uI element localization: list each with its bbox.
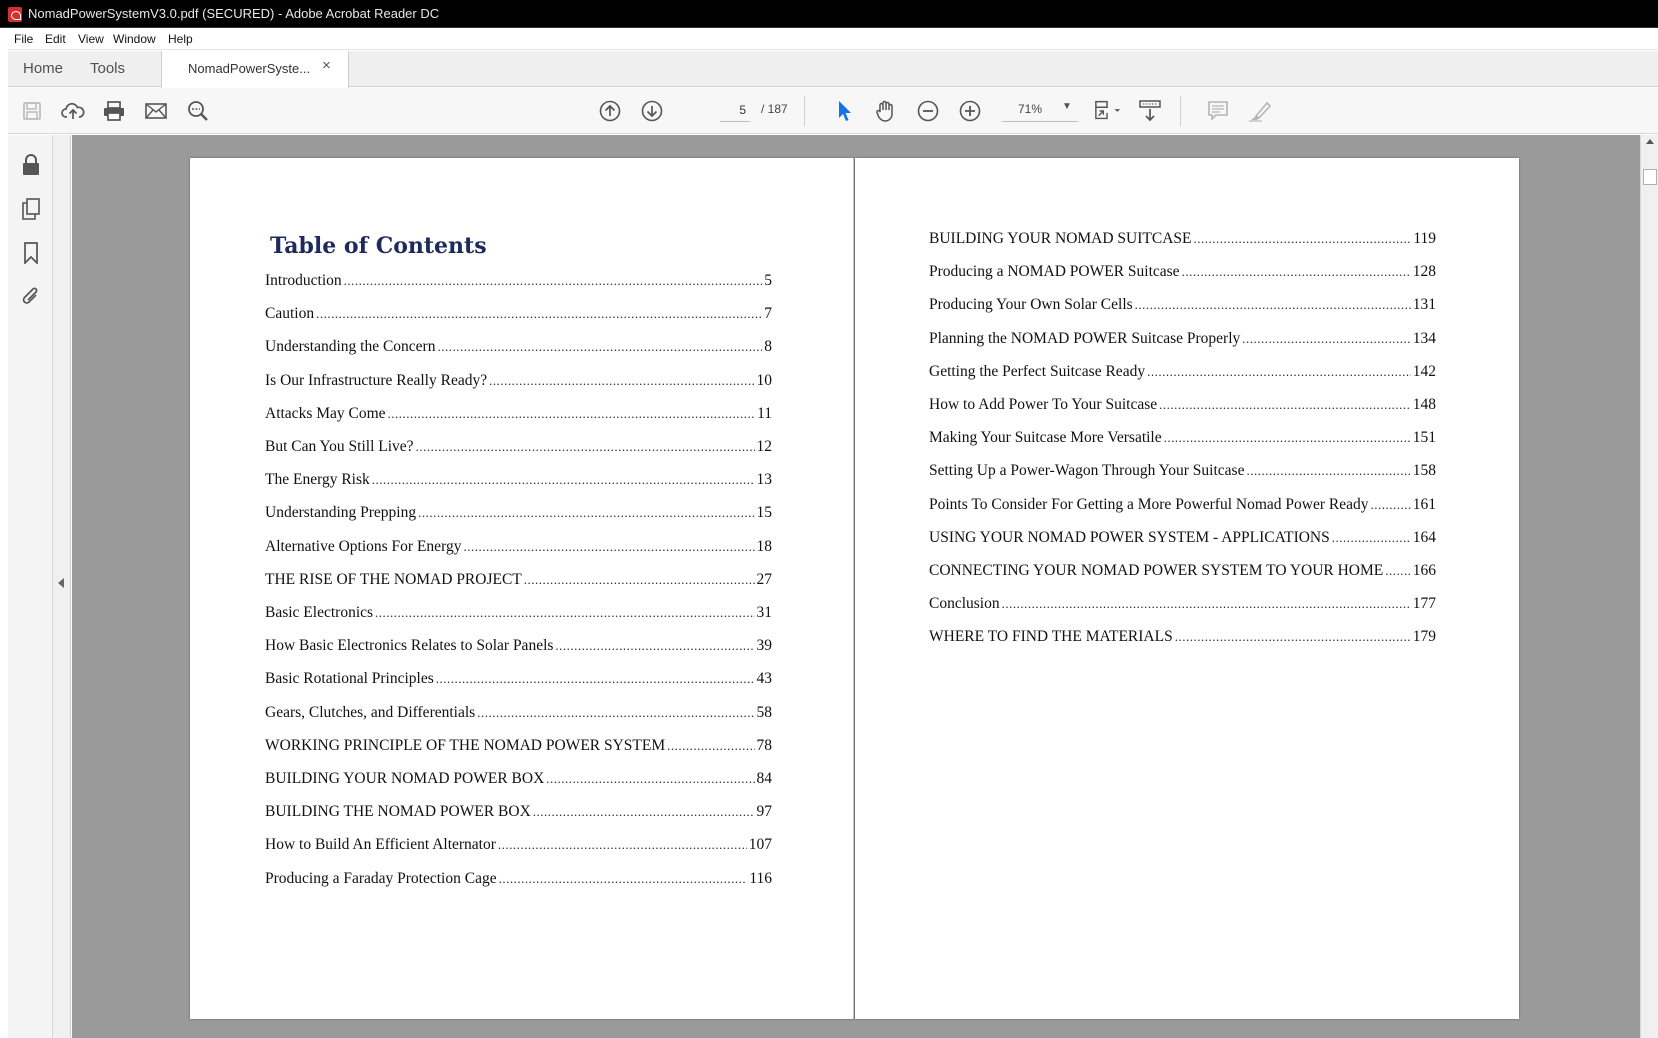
toc-entry-page: 151	[1412, 429, 1436, 447]
toc-leader-dots	[489, 373, 754, 389]
toc-entry-title: BUILDING THE NOMAD POWER BOX	[265, 803, 531, 821]
toc-leader-dots	[1246, 463, 1410, 479]
toc-leader-dots	[667, 738, 754, 754]
comment-icon[interactable]	[1204, 97, 1232, 125]
pdf-page-right	[855, 158, 1519, 1019]
toc-leader-dots	[1182, 264, 1411, 280]
toc-entry[interactable]	[929, 396, 1436, 416]
toc-entry[interactable]	[265, 438, 772, 458]
page-up-icon[interactable]	[596, 97, 624, 125]
toc-entry-title: USING YOUR NOMAD POWER SYSTEM - APPLICATIONS	[929, 528, 1330, 546]
hand-icon[interactable]	[872, 97, 900, 125]
menu-view[interactable]: View	[78, 32, 104, 46]
tab-tools[interactable]: Tools	[90, 60, 126, 77]
zoom-dropdown[interactable]	[1002, 98, 1078, 122]
toc-entry-page: 11	[757, 404, 772, 422]
zoom-in-icon[interactable]	[956, 97, 984, 125]
toc-entry-page: 116	[749, 869, 772, 887]
copy-pages-icon[interactable]	[19, 197, 43, 221]
toolbar	[8, 88, 1658, 134]
toc-entry[interactable]	[265, 405, 772, 425]
toc-entry[interactable]	[265, 870, 772, 890]
document-viewport[interactable]	[72, 135, 1640, 1038]
toc-entry-page: 84	[756, 770, 772, 787]
toc-entry[interactable]	[929, 363, 1436, 383]
toc-leader-dots	[344, 273, 763, 289]
toc-leader-dots	[1242, 331, 1410, 347]
toc-leader-dots	[1135, 297, 1411, 313]
toc-leader-dots	[499, 871, 748, 887]
tabs-bar	[8, 51, 1658, 87]
toc-leader-dots	[1175, 629, 1411, 645]
toc-entry-page: 15	[756, 504, 772, 522]
toc-leader-dots	[498, 837, 747, 853]
toc-entry-page: 18	[756, 537, 772, 555]
toc-entry-page: 107	[748, 836, 772, 854]
toc-entry-title: Alternative Options For Energy	[265, 537, 462, 555]
toc-entry-page: 119	[1413, 230, 1436, 247]
zoom-out-icon[interactable]	[914, 97, 942, 125]
toc-entry-page: 43	[756, 670, 772, 688]
toc-entry-title: Producing Your Own Solar Cells	[929, 296, 1133, 314]
toc-entry[interactable]	[265, 770, 772, 790]
toc-leader-dots	[524, 572, 755, 588]
page-down-icon[interactable]	[638, 97, 666, 125]
toolbar-divider	[804, 96, 805, 126]
toc-leader-dots	[372, 472, 755, 488]
toc-entry[interactable]	[265, 704, 772, 724]
menu-edit[interactable]: Edit	[45, 32, 66, 46]
toolbar-divider	[1180, 96, 1181, 126]
toc-leader-dots	[555, 638, 754, 654]
menu-window[interactable]: Window	[113, 32, 156, 46]
toc-entry[interactable]	[265, 471, 772, 491]
toc-entry-page: 78	[756, 736, 772, 754]
toc-entry-page: 134	[1412, 329, 1436, 347]
toc-entry-page: 8	[764, 338, 772, 356]
toc-entry-page: 12	[756, 438, 772, 455]
toc-entry[interactable]	[265, 338, 772, 358]
toc-heading: Table of Contents	[270, 233, 487, 259]
page-number-input[interactable]	[720, 98, 750, 122]
menu-bar	[8, 29, 1658, 50]
toc-leader-dots	[546, 771, 754, 787]
page-total: / 187	[761, 102, 788, 116]
toc-leader-dots	[533, 804, 755, 820]
toc-entry-page: 7	[764, 305, 772, 323]
toc-entry-title: Planning the NOMAD POWER Suitcase Properly	[929, 329, 1241, 347]
toc-leader-dots	[1002, 596, 1411, 612]
toc-entry-title: Setting Up a Power-Wagon Through Your Suitcase	[929, 462, 1245, 480]
toc-entry[interactable]	[929, 296, 1436, 316]
toc-entry[interactable]	[929, 595, 1436, 615]
toc-entry[interactable]	[929, 230, 1436, 250]
toc-entry[interactable]	[929, 562, 1436, 582]
toc-entry[interactable]	[265, 604, 772, 624]
toc-entry-title: Introduction	[265, 272, 342, 289]
toc-entry-title: WHERE TO FIND THE MATERIALS	[929, 628, 1173, 646]
document-tab-label: NomadPowerSyste...	[188, 61, 311, 76]
toc-entry-title: WORKING PRINCIPLE OF THE NOMAD POWER SYSTEM	[265, 736, 666, 754]
toc-entry-title: Basic Rotational Principles	[265, 670, 434, 688]
toc-entry-page: 31	[756, 604, 772, 621]
toc-entry-title: Is Our Infrastructure Really Ready?	[265, 371, 488, 389]
toc-entry-title: But Can You Still Live?	[265, 438, 414, 455]
toc-entry[interactable]	[265, 737, 772, 757]
toc-entry-title: Understanding Prepping	[265, 504, 417, 522]
toc-entry-title: How to Build An Efficient Alternator	[265, 836, 496, 854]
zoom-value: 71%	[1018, 102, 1043, 116]
fit-page-icon[interactable]	[1094, 97, 1122, 125]
toc-entry[interactable]	[265, 836, 772, 856]
upload-cloud-icon[interactable]	[59, 97, 87, 125]
scroll-up-icon[interactable]	[1646, 139, 1654, 144]
toc-leader-dots	[418, 505, 754, 521]
toc-leader-dots	[1147, 364, 1411, 380]
window-title: NomadPowerSystemV3.0.pdf (SECURED) - Adobe Acrobat Reader DC	[28, 6, 440, 21]
toc-entry[interactable]	[265, 803, 772, 823]
toc-entry-title: Conclusion	[929, 595, 1000, 613]
toc-entry-title: Producing a Faraday Protection Cage	[265, 869, 497, 887]
highlight-icon[interactable]	[1246, 97, 1274, 125]
toc-entry-page: 128	[1412, 263, 1436, 281]
toc-entry[interactable]	[265, 571, 772, 591]
toc-entry-title: Caution	[265, 305, 315, 323]
toc-entry-title: BUILDING YOUR NOMAD POWER BOX	[265, 770, 545, 787]
email-icon[interactable]	[142, 97, 170, 125]
toc-leader-dots	[416, 439, 755, 455]
toc-entry-title: Basic Electronics	[265, 604, 374, 621]
toc-entry-title: The Energy Risk	[265, 471, 370, 489]
scrollbar-thumb[interactable]	[1643, 169, 1657, 185]
toc-entry-title: How to Add Power To Your Suitcase	[929, 396, 1158, 413]
toc-entry-page: 177	[1412, 595, 1436, 613]
toc-entry[interactable]	[929, 529, 1436, 549]
print-icon[interactable]	[100, 97, 128, 125]
toc-entry-page: 179	[1412, 628, 1436, 646]
toc-entry-page: 97	[756, 803, 772, 821]
toc-entry-title: CONNECTING YOUR NOMAD POWER SYSTEM TO YOUR HOME	[929, 562, 1384, 579]
toc-entry-page: 164	[1412, 528, 1436, 546]
toc-leader-dots	[463, 539, 754, 555]
toc-entry-page: 58	[756, 703, 772, 721]
toc-leader-dots	[1385, 563, 1410, 579]
toc-entry-page: 166	[1412, 562, 1436, 579]
toc-entry-title: THE RISE OF THE NOMAD PROJECT	[265, 570, 522, 588]
toc-entry[interactable]	[265, 372, 772, 392]
menu-file[interactable]: File	[14, 32, 34, 46]
toc-entry[interactable]	[929, 496, 1436, 516]
toc-entry-title: Producing a NOMAD POWER Suitcase	[929, 263, 1180, 281]
toc-leader-dots	[477, 705, 754, 721]
toc-entry[interactable]	[265, 504, 772, 524]
select-arrow-icon[interactable]	[830, 97, 858, 125]
toc-entry-title: Attacks May Come	[265, 404, 386, 422]
chevron-down-icon: ▼	[1062, 101, 1072, 112]
toc-entry-title: Making Your Suitcase More Versatile	[929, 429, 1162, 447]
toc-entry-title: Understanding the Concern	[265, 338, 436, 356]
menu-help[interactable]: Help	[168, 32, 193, 46]
tab-document[interactable]	[161, 51, 349, 88]
toc-leader-dots	[436, 671, 755, 687]
toc-leader-dots	[437, 339, 762, 355]
scroll-mode-icon[interactable]	[1136, 97, 1164, 125]
toc-entry-page: 158	[1412, 462, 1436, 480]
toc-entry[interactable]	[265, 305, 772, 325]
toc-entry[interactable]	[265, 272, 772, 292]
lock-icon[interactable]	[19, 153, 43, 177]
toc-entry-title: Getting the Perfect Suitcase Ready	[929, 362, 1146, 380]
search-zoom-icon[interactable]	[184, 97, 212, 125]
toc-entry-title: How Basic Electronics Relates to Solar Panels	[265, 637, 554, 655]
toc-entry-page: 131	[1412, 296, 1436, 314]
toc-leader-dots	[375, 605, 754, 621]
toc-entry-title: Points To Consider For Getting a More Powerful Nomad Power Ready	[929, 495, 1369, 513]
acrobat-icon	[8, 7, 22, 22]
chevron-left-icon	[58, 578, 64, 588]
toc-entry-page: 39	[756, 637, 772, 655]
toc-leader-dots	[388, 406, 756, 422]
toc-entry[interactable]	[929, 429, 1436, 449]
toc-entry-page: 27	[756, 570, 772, 588]
toc-entry[interactable]	[265, 538, 772, 558]
title-bar	[0, 0, 1658, 28]
toc-entry-page: 10	[756, 371, 772, 389]
attachment-icon[interactable]	[19, 285, 43, 309]
save-icon[interactable]	[18, 97, 46, 125]
pdf-page-left	[190, 158, 854, 1019]
toc-leader-dots	[316, 306, 762, 322]
toc-entry-page: 161	[1412, 495, 1436, 513]
tab-home[interactable]: Home	[23, 60, 64, 77]
toc-leader-dots	[1194, 231, 1412, 247]
panel-collapse-handle[interactable]	[53, 135, 71, 1038]
toc-entry[interactable]	[929, 330, 1436, 350]
toc-entry[interactable]	[929, 462, 1436, 482]
vertical-scrollbar[interactable]	[1640, 135, 1658, 1038]
toc-entry[interactable]	[265, 670, 772, 690]
toc-entry-title: BUILDING YOUR NOMAD SUITCASE	[929, 230, 1192, 247]
left-rail	[8, 135, 53, 1038]
toc-leader-dots	[1159, 397, 1411, 413]
toc-entry-page: 148	[1412, 396, 1436, 413]
toc-entry[interactable]	[929, 628, 1436, 648]
toc-entry-page: 13	[756, 471, 772, 489]
toc-leader-dots	[1332, 530, 1411, 546]
toc-entry-title: Gears, Clutches, and Differentials	[265, 703, 476, 721]
bookmark-icon[interactable]	[19, 241, 43, 265]
toc-leader-dots	[1370, 497, 1410, 513]
close-icon[interactable]: ×	[322, 57, 331, 74]
toc-entry-page: 142	[1412, 362, 1436, 380]
toc-entry-page: 5	[764, 272, 772, 289]
toc-entry[interactable]	[265, 637, 772, 657]
toc-entry[interactable]	[929, 263, 1436, 283]
toc-leader-dots	[1164, 430, 1411, 446]
